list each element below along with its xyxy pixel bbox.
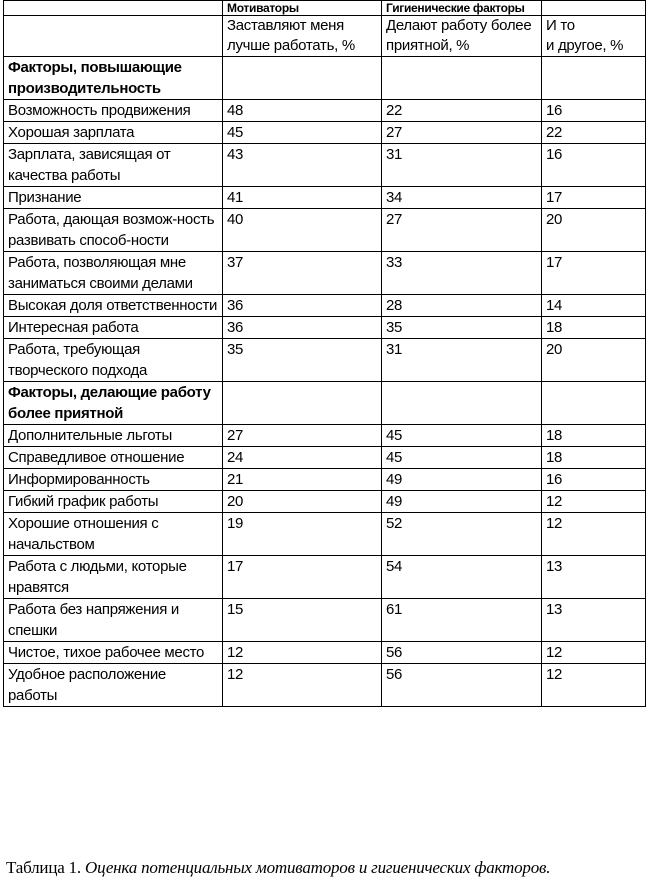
factor-cell: Хорошие отношения с начальством (4, 513, 223, 556)
table-caption (6, 858, 550, 878)
motivators-cell: 15 (223, 599, 382, 642)
section-row (4, 382, 646, 425)
hygiene-cell: 22 (382, 100, 542, 122)
factors-table (3, 0, 646, 707)
table-row (4, 144, 646, 187)
subheader-hygiene: Делают работу более приятной, % (382, 16, 542, 57)
header-motivators: Мотиваторы (223, 1, 382, 16)
table-row (4, 599, 646, 642)
factor-cell: Высокая доля ответственности (4, 295, 223, 317)
motivators-cell: 24 (223, 447, 382, 469)
subheader-corner-cell (4, 16, 223, 57)
hygiene-cell: 49 (382, 469, 542, 491)
both-cell: 18 (542, 425, 646, 447)
motivators-cell: 20 (223, 491, 382, 513)
factor-cell: Чистое, тихое рабочее место (4, 642, 223, 664)
motivators-cell: 12 (223, 664, 382, 707)
factor-cell: Информированность (4, 469, 223, 491)
table-row (4, 295, 646, 317)
factor-cell: Хорошая зарплата (4, 122, 223, 144)
empty-cell (542, 57, 646, 100)
table-row (4, 252, 646, 295)
table-row (4, 209, 646, 252)
factor-cell: Удобное расположение работы (4, 664, 223, 707)
table-row (4, 513, 646, 556)
header-both-empty (542, 1, 646, 16)
hygiene-cell: 34 (382, 187, 542, 209)
factor-cell: Зарплата, зависящая от качества работы (4, 144, 223, 187)
factors-table-body (4, 1, 646, 707)
factor-cell: Признание (4, 187, 223, 209)
both-cell: 14 (542, 295, 646, 317)
subheader-both: И то и другое, % (542, 16, 646, 57)
both-cell: 22 (542, 122, 646, 144)
hygiene-cell: 45 (382, 447, 542, 469)
factor-cell: Работа, позволяющая мне заниматься своими делами (4, 252, 223, 295)
empty-cell (223, 57, 382, 100)
both-cell: 20 (542, 339, 646, 382)
table-row (4, 317, 646, 339)
motivators-cell: 19 (223, 513, 382, 556)
both-cell: 16 (542, 144, 646, 187)
motivators-cell: 48 (223, 100, 382, 122)
table-row (4, 447, 646, 469)
subheader-motivators: Заставляют меня лучше работать, % (223, 16, 382, 57)
hygiene-cell: 45 (382, 425, 542, 447)
factor-cell: Возможность продвижения (4, 100, 223, 122)
both-cell: 12 (542, 642, 646, 664)
motivators-cell: 12 (223, 642, 382, 664)
factor-cell: Работа, требующая творческого подхода (4, 339, 223, 382)
section-row (4, 57, 646, 100)
table-row (4, 469, 646, 491)
table-row (4, 425, 646, 447)
both-cell: 18 (542, 317, 646, 339)
factor-cell: Гибкий график работы (4, 491, 223, 513)
header-corner-cell (4, 1, 223, 16)
caption-text: Оценка потенциальных мотиваторов и гигиенических факторов. (85, 858, 551, 877)
motivators-cell: 17 (223, 556, 382, 599)
both-cell: 13 (542, 556, 646, 599)
factor-cell: Интересная работа (4, 317, 223, 339)
both-cell: 16 (542, 469, 646, 491)
factor-cell: Дополнительные льготы (4, 425, 223, 447)
section-title: Факторы, повышающие производительность (4, 57, 223, 100)
table-row (4, 339, 646, 382)
empty-cell (223, 382, 382, 425)
factor-cell: Справедливое отношение (4, 447, 223, 469)
both-cell: 17 (542, 252, 646, 295)
hygiene-cell: 61 (382, 599, 542, 642)
motivators-cell: 41 (223, 187, 382, 209)
hygiene-cell: 35 (382, 317, 542, 339)
table-row (4, 491, 646, 513)
hygiene-cell: 49 (382, 491, 542, 513)
motivators-cell: 36 (223, 317, 382, 339)
factor-cell: Работа, дающая возмож-ность развивать способ-ности (4, 209, 223, 252)
motivators-cell: 27 (223, 425, 382, 447)
header-row (4, 1, 646, 16)
hygiene-cell: 52 (382, 513, 542, 556)
both-cell: 13 (542, 599, 646, 642)
subheader-row (4, 16, 646, 57)
table-row (4, 187, 646, 209)
both-cell: 12 (542, 513, 646, 556)
table-row (4, 642, 646, 664)
both-cell: 17 (542, 187, 646, 209)
section-title: Факторы, делающие работу более приятной (4, 382, 223, 425)
hygiene-cell: 28 (382, 295, 542, 317)
hygiene-cell: 31 (382, 144, 542, 187)
both-cell: 12 (542, 664, 646, 707)
header-hygiene: Гигиенические факторы (382, 1, 542, 16)
empty-cell (382, 382, 542, 425)
motivators-cell: 37 (223, 252, 382, 295)
motivators-cell: 45 (223, 122, 382, 144)
factor-cell: Работа без напряжения и спешки (4, 599, 223, 642)
table-row (4, 556, 646, 599)
hygiene-cell: 56 (382, 664, 542, 707)
caption-label: Таблица 1. (6, 858, 81, 877)
hygiene-cell: 54 (382, 556, 542, 599)
hygiene-cell: 33 (382, 252, 542, 295)
empty-cell (382, 57, 542, 100)
motivators-cell: 40 (223, 209, 382, 252)
motivators-cell: 36 (223, 295, 382, 317)
table-row (4, 664, 646, 707)
both-cell: 18 (542, 447, 646, 469)
hygiene-cell: 27 (382, 209, 542, 252)
motivators-cell: 35 (223, 339, 382, 382)
factor-cell: Работа с людьми, которые нравятся (4, 556, 223, 599)
both-cell: 12 (542, 491, 646, 513)
both-cell: 20 (542, 209, 646, 252)
hygiene-cell: 56 (382, 642, 542, 664)
table-row (4, 100, 646, 122)
hygiene-cell: 31 (382, 339, 542, 382)
hygiene-cell: 27 (382, 122, 542, 144)
motivators-cell: 21 (223, 469, 382, 491)
empty-cell (542, 382, 646, 425)
both-cell: 16 (542, 100, 646, 122)
table-row (4, 122, 646, 144)
motivators-cell: 43 (223, 144, 382, 187)
